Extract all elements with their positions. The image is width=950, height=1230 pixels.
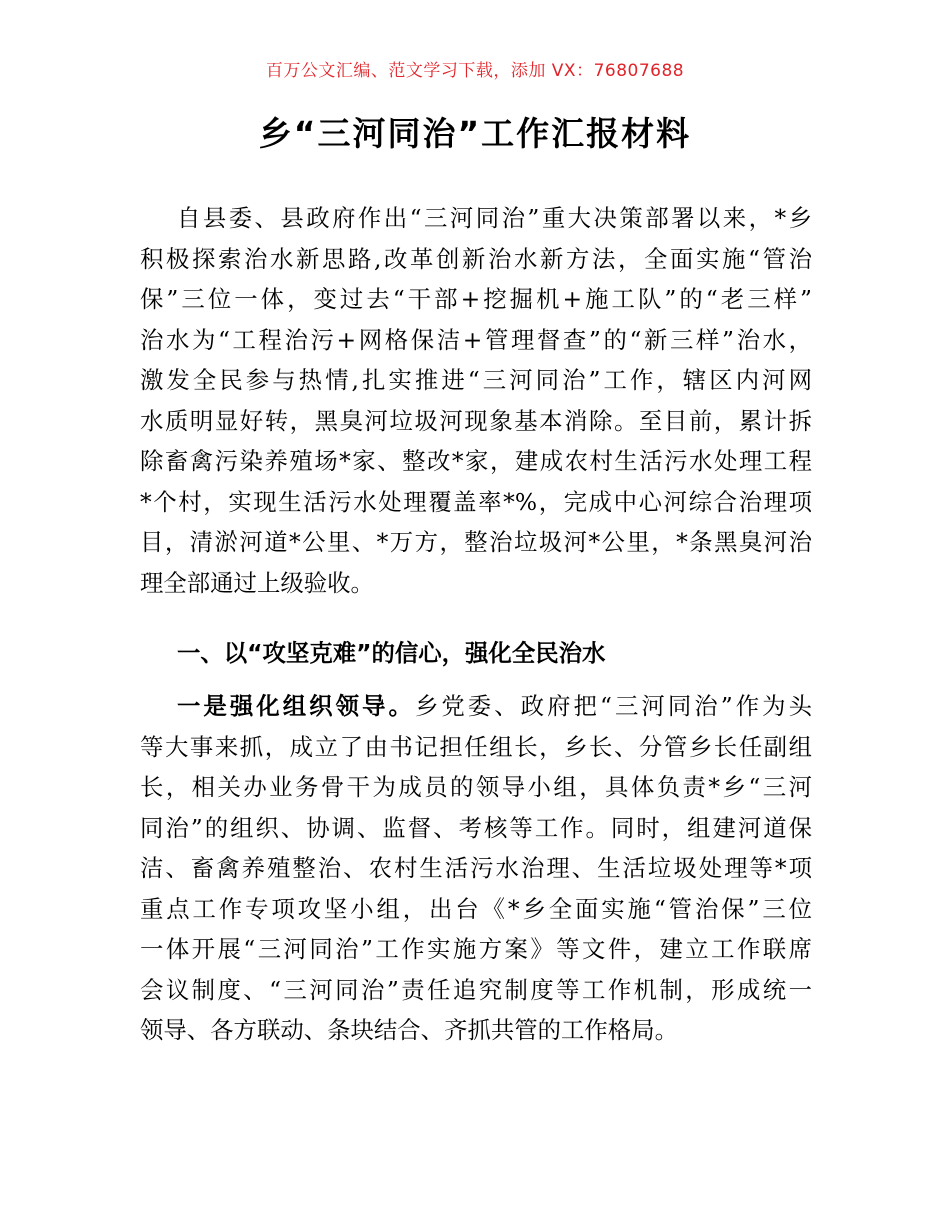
paragraph-line: 长，相关办业务骨干为成员的领导小组，具体负责*乡“三河: [140, 773, 812, 801]
paragraph-line: 领导、各方联动、条块结合、齐抓共管的工作格局。: [140, 1016, 678, 1044]
paragraph-line: 重点工作专项攻坚小组，出台《*乡全面实施“管治保”三位: [140, 894, 812, 923]
paragraph-line: 除畜禽污染养殖场*家、整改*家，建成农村生活污水处理工程: [140, 447, 812, 475]
paragraph-line: 同治”的组织、协调、监督、考核等工作。同时，组建河道保: [140, 813, 812, 842]
paragraph-line: 自县委、县政府作出“三河同治”重大决策部署以来，*乡: [177, 204, 812, 232]
document-title: 乡“三河同治”工作汇报材料: [258, 114, 692, 153]
paragraph-first-line: [140, 686, 812, 727]
paragraph-line: 积极探索治水新思路,改革创新治水新方法，全面实施“管治: [140, 244, 812, 273]
watermark-banner: 百万公文汇编、范文学习下载，添加 VX：76807688: [265, 61, 685, 81]
paragraph-line: 水质明显好转，黑臭河垃圾河现象基本消除。至目前，累计拆: [140, 406, 812, 435]
paragraph-line: 理全部通过上级验收。: [140, 568, 374, 597]
paragraph-line: 治水为“工程治污+网格保洁+管理督查”的“新三样”治水，: [140, 325, 812, 354]
paragraph-line-rest: 乡党委、政府把“三河同治”作为头: [414, 692, 813, 720]
section-paragraph: [140, 686, 812, 1051]
paragraph-lead: 一是强化组织领导。: [177, 692, 415, 720]
section-heading: 一、以“攻坚克难”的信心，强化全民治水: [177, 639, 606, 667]
paragraph-line: 等大事来抓，成立了由书记担任组长，乡长、分管乡长任副组: [140, 732, 812, 761]
paragraph-line: 保”三位一体，变过去“干部+挖掘机+施工队”的“老三样”: [140, 285, 812, 313]
paragraph-line: 会议制度、“三河同治”责任追究制度等工作机制，形成统一: [140, 975, 812, 1004]
intro-paragraph: [140, 198, 812, 603]
paragraph-line: *个村，实现生活污水处理覆盖率*%，完成中心河综合治理项: [140, 487, 812, 516]
paragraph-line: 目，清淤河道*公里、*万方，整治垃圾河*公里，*条黑臭河治: [140, 528, 812, 556]
paragraph-line: 激发全民参与热情,扎实推进“三河同治”工作，辖区内河网: [140, 366, 812, 394]
paragraph-line: 一体开展“三河同治”工作实施方案》等文件，建立工作联席: [140, 935, 812, 963]
paragraph-line: 洁、畜禽养殖整治、农村生活污水治理、生活垃圾处理等*项: [140, 854, 812, 882]
